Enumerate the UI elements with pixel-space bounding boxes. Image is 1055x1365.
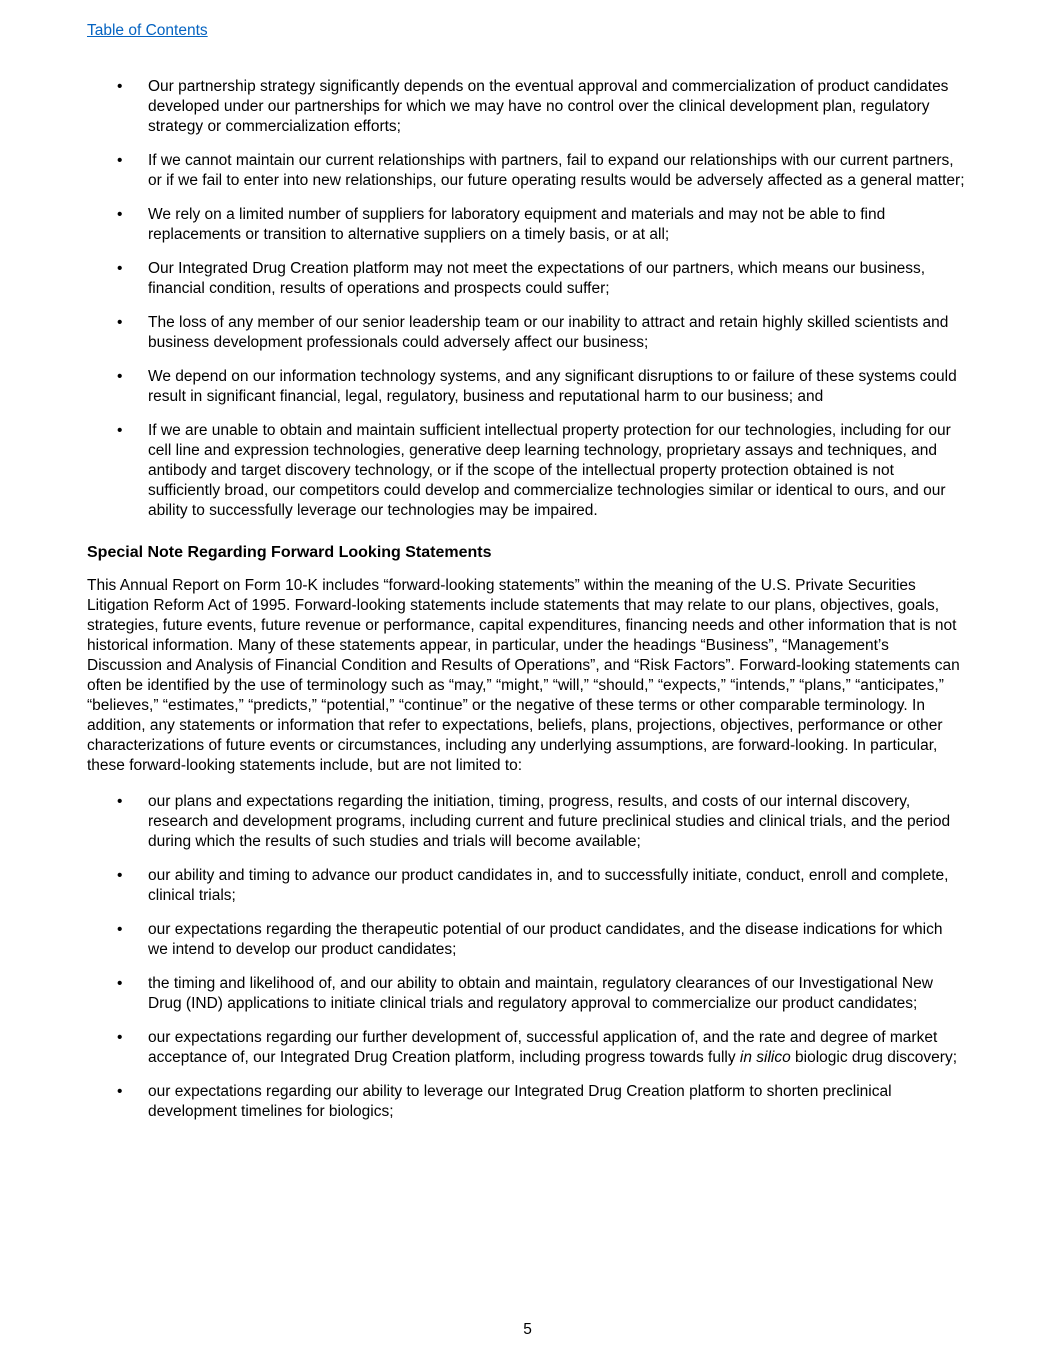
list-item-text: the timing and likelihood of, and our ability to obtain and maintain, regulatory clearances of our Investigational New Drug (IND) applications to initiate clinical trials and regulatory approval to commercialize our product candidates; (148, 975, 933, 1012)
list-item (87, 313, 965, 353)
list-item (87, 259, 965, 299)
list-item-text: our expectations regarding our ability to leverage our Integrated Drug Creation platform to shorten preclinical development timelines for biologics; (148, 1083, 892, 1120)
list-item (87, 974, 965, 1014)
list-item (87, 920, 965, 960)
list-item (87, 866, 965, 906)
list-item-text: If we are unable to obtain and maintain sufficient intellectual property protection for our technologies, including for our cell line and expression technologies, generative deep learning technology, proprietary assays and techniques, and antibody and target discovery technology, or if the scope of the intellectual property protection obtained is not sufficiently broad, our competitors could develop and commercialize technologies similar or identical to ours, and our ability to successfully leverage our technologies may be impaired. (148, 422, 951, 519)
list-item (87, 1082, 965, 1122)
bullet-icon: • (117, 1029, 123, 1046)
page-number: 5 (523, 1321, 532, 1338)
section-heading: Special Note Regarding Forward Looking Statements (87, 544, 492, 561)
bullet-icon: • (117, 921, 123, 938)
list-item-text: We rely on a limited number of suppliers for laboratory equipment and materials and may not be able to find replacements or transition to alternative suppliers on a timely basis, or at all; (148, 206, 886, 243)
bullet-icon: • (117, 206, 123, 223)
list-item-text: our ability and timing to advance our product candidates in, and to successfully initiate, conduct, enroll and complete, clinical trials; (148, 867, 949, 904)
list-item (87, 205, 965, 245)
list-item-text: The loss of any member of our senior leadership team or our inability to attract and retain highly skilled scientists and business development professionals could adversely affect our business; (148, 314, 949, 351)
bullet-icon: • (117, 867, 123, 884)
list-item (87, 151, 965, 191)
bullet-icon: • (117, 260, 123, 277)
list-item-text-italic: in silico (739, 1049, 791, 1066)
list-item-text: If we cannot maintain our current relationships with partners, fail to expand our relationships with our current partners, or if we fail to enter into new relationships, our future operating results would be adversely affected as a general matter; (148, 152, 965, 189)
list-item (87, 367, 965, 407)
bullet-icon: • (117, 368, 123, 385)
table-of-contents-link[interactable]: Table of Contents (87, 22, 208, 39)
intro-paragraph: This Annual Report on Form 10-K includes “forward-looking statements” within the meaning of the U.S. Private Securities Litigation Reform Act of 1995. Forward-looking statements include statements that may relate to our plans, objectives, goals, strategies, future events, future revenue or performance, capital expenditures, financing needs and other information that is not historical information. Many of these statements appear, in particular, under the headings “Business”, “Management’s Discussion and Analysis of Financial Condition and Results of Operations”, and “Risk Factors”. Forward-looking statements can often be identified by the use of terminology such as “may,” “might,” “will,” “should,” “expects,” “intends,” “plans,” “anticipates,” “believes,” “estimates,” “predicts,” “potential,” “continue” or the negative of these terms or other comparable terminology. In addition, any statements or information that refer to expectations, beliefs, plans, projections, objectives, performance or other characterizations of future events or circumstances, including any underlying assumptions, are forward-looking. In particular, these forward-looking statements include, but are not limited to: (87, 577, 960, 774)
list-item (87, 77, 965, 137)
list-item (87, 421, 965, 521)
list-item-text-pre: our expectations regarding our further development of, successful application of, and the rate and degree of market acceptance of, our Integrated Drug Creation platform, including progress towards fully (148, 1029, 938, 1066)
list-item-text (148, 1029, 957, 1066)
list-item (87, 1028, 965, 1068)
list-item-text: Our Integrated Drug Creation platform may not meet the expectations of our partners, which means our business, financial condition, results of operations and prospects could suffer; (148, 260, 926, 297)
list-item-text: Our partnership strategy significantly depends on the eventual approval and commercialization of product candidates developed under our partnerships for which we may have no control over the clinical development plan, regulatory strategy or commercialization efforts; (148, 78, 949, 135)
bullet-icon: • (117, 152, 123, 169)
bullet-icon: • (117, 1083, 123, 1100)
bullet-icon: • (117, 78, 123, 95)
bullet-icon: • (117, 793, 123, 810)
list-item-text-post: biologic drug discovery; (790, 1049, 958, 1066)
forward-looking-bullet-list (87, 792, 965, 1122)
list-item (87, 792, 965, 852)
list-item-text: our expectations regarding the therapeutic potential of our product candidates, and the disease indications for which we intend to develop our product candidates; (148, 921, 943, 958)
list-item-text: We depend on our information technology systems, and any significant disruptions to or failure of these systems could result in significant financial, legal, regulatory, business and reputational harm to our business; and (148, 368, 957, 405)
risk-bullet-list (87, 77, 965, 521)
bullet-icon: • (117, 314, 123, 331)
list-item-text: our plans and expectations regarding the initiation, timing, progress, results, and costs of our internal discovery, research and development programs, including current and future preclinical studies and clinical trials, and the period during which the results of such studies and trials will become available; (148, 793, 951, 850)
bullet-icon: • (117, 422, 123, 439)
bullet-icon: • (117, 975, 123, 992)
